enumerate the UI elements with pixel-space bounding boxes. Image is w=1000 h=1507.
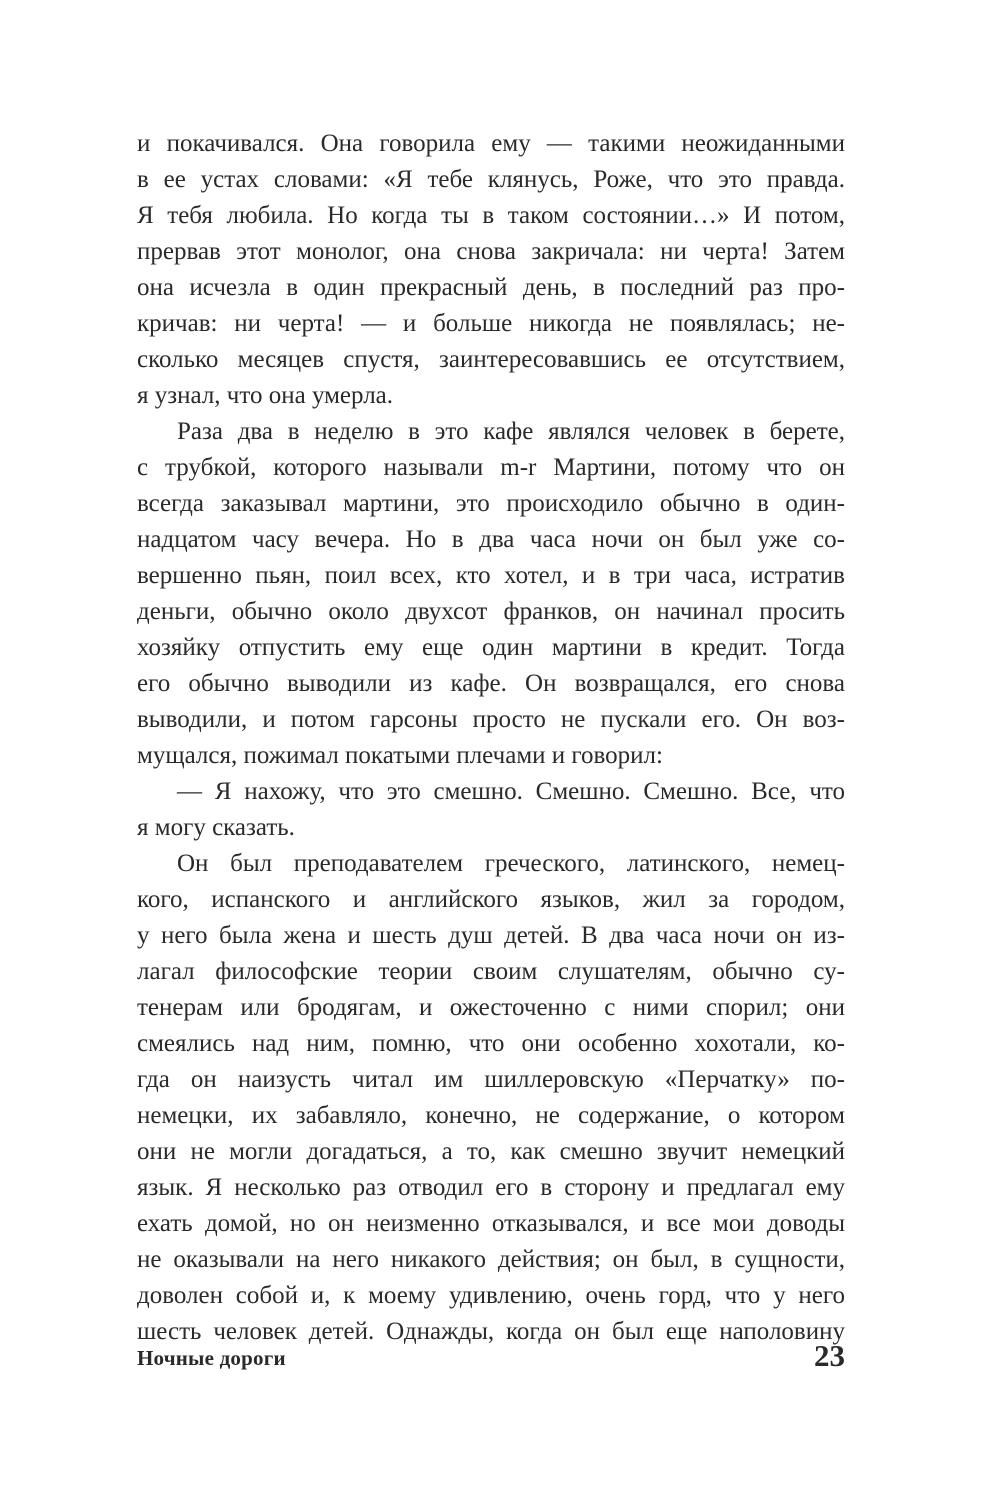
running-footer-title: Ночные дороги	[137, 1346, 286, 1370]
text-line: надцатом часу вечера. Но в два часа ночи он был уже со-	[137, 526, 845, 553]
text-line: Он был преподавателем греческого, латинского, немец-	[177, 850, 845, 877]
text-line: кого, испанского и английского языков, жил за городом,	[137, 886, 845, 913]
text-line: кричав: ни черта! — и больше никогда не появлялась; не-	[137, 310, 845, 337]
text-line: мущался, пожимал покатыми плечами и говорил:	[137, 742, 663, 769]
text-line: вершенно пьян, поил всех, кто хотел, и в три часа, истратив	[137, 562, 845, 589]
text-line: я могу сказать.	[137, 814, 295, 841]
text-line: деньги, обычно около двухсот франков, он начинал просить	[137, 598, 845, 625]
text-line: сколько месяцев спустя, заинтересовавшись ее отсутствием,	[137, 346, 845, 373]
text-line: с трубкой, которого называли m-r Мартини, потому что он	[137, 454, 845, 481]
text-line: шесть человек детей. Однажды, когда он был еще наполовину	[137, 1318, 845, 1345]
text-line: Я тебя любила. Но когда ты в таком состоянии…» И потом,	[137, 202, 845, 229]
text-line: смеялись над ним, помню, что они особенно хохотали, ко-	[137, 1030, 845, 1057]
text-line: я узнал, что она умерла.	[137, 382, 394, 409]
text-line: немецки, их забавляло, конечно, не содержание, о котором	[137, 1102, 845, 1129]
text-line: — Я нахожу, что это смешно. Смешно. Смешно. Все, что	[177, 778, 845, 805]
text-line: они не могли догадаться, а то, как смешно звучит немецкий	[137, 1138, 845, 1165]
text-line: выводили, и потом гарсоны просто не пускали его. Он воз-	[137, 706, 845, 733]
text-line: тенерам или бродягам, и ожесточенно с ними спорил; они	[137, 994, 845, 1021]
text-line: она исчезла в один прекрасный день, в последний раз про-	[137, 274, 845, 301]
body-text	[137, 126, 845, 1350]
text-line: его обычно выводили из кафе. Он возвращался, его снова	[137, 670, 845, 697]
text-line: всегда заказывал мартини, это происходило обычно в один-	[137, 490, 845, 517]
text-line: язык. Я несколько раз отводил его в сторону и предлагал ему	[137, 1174, 845, 1201]
text-line: в ее устах словами: «Я тебе клянусь, Роже, что это правда.	[137, 166, 845, 193]
text-line: доволен собой и, к моему удивлению, очень горд, что у него	[137, 1282, 845, 1309]
text-line: лагал философские теории своим слушателям, обычно су-	[137, 958, 845, 985]
text-line: ехать домой, но он неизменно отказывался, и все мои доводы	[137, 1210, 845, 1237]
page-number: 23	[814, 1338, 845, 1373]
text-line: хозяйку отпустить ему еще один мартини в кредит. Тогда	[137, 634, 845, 661]
text-line: прервав этот монолог, она снова закричала: ни черта! Затем	[137, 238, 845, 265]
text-line: не оказывали на него никакого действия; он был, в сущности,	[137, 1246, 845, 1273]
text-line: гда он наизусть читал им шиллеровскую «Перчатку» по-	[137, 1066, 845, 1093]
text-line: у него была жена и шесть душ детей. В два часа ночи он из-	[137, 922, 845, 949]
text-line: и покачивался. Она говорила ему — такими неожиданными	[137, 130, 845, 157]
text-line: Раза два в неделю в это кафе являлся человек в берете,	[177, 418, 845, 445]
